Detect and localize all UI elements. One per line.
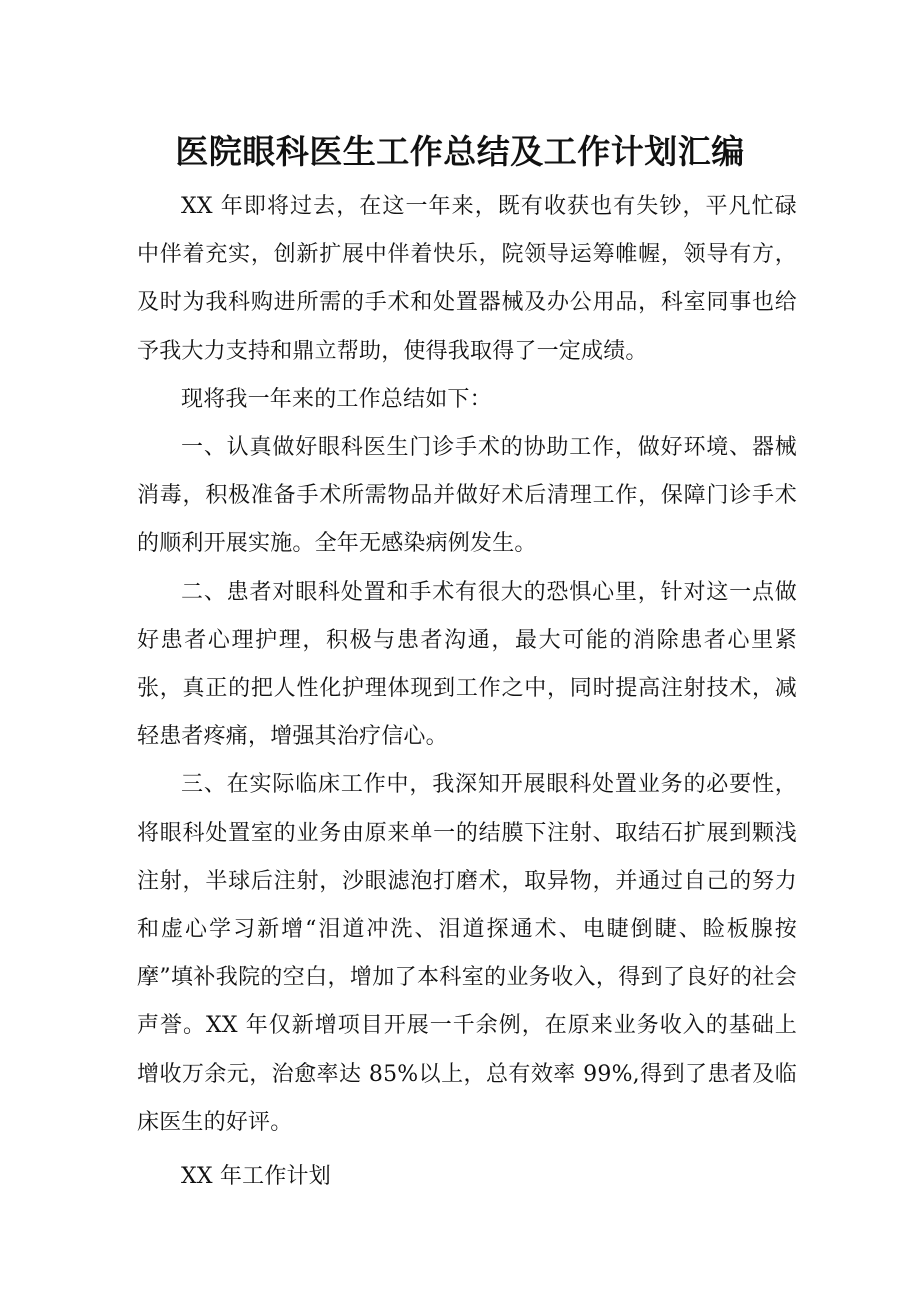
paragraph-summary-lead: 现将我一年来的工作总结如下：: [181, 386, 492, 412]
paragraph-intro: XX 年即将过去，在这一年来，既有收获也有失钞，平凡忙碌中伴着充实，创新扩展中伴着快乐，院领导运筹帷幄，领导有方，及时为我科购进所需的手术和处置器械及办公用品，科室同事也给予我大力支持和鼎立帮助，使得我取得了一定成绩。: [137, 194, 797, 364]
paragraph-plan-heading: XX 年工作计划: [181, 1164, 331, 1190]
paragraph-item-1: 一、认真做好眼科医生门诊手术的协助工作，做好环境、器械消毒，积极准备手术所需物品并做好术后清理工作，保障门诊手术的顺利开展实施。全年无感染病例发生。: [137, 435, 797, 557]
document-body: [137, 183, 797, 1201]
paragraph-item-3: 三、在实际临床工作中，我深知开展眼科处置业务的必要性，将眼科处置室的业务由原来单一的结膜下注射、取结石扩展到颗浅注射，半球后注射，沙眼滤泡打磨术，取异物，并通过自己的努力和虚心学习新增“泪道冲洗、泪道探通术、电睫倒睫、睑板腺按摩”填补我院的空白，增加了本科室的业务收入，得到了良好的社会声誉。XX 年仅新增项目开展一千余例，在原来业务收入的基础上增收万余元，治愈率达 85%以上，总有效率 99%,得到了患者及临床医生的好评。: [137, 772, 797, 1135]
document-title: 医院眼科医生工作总结及工作计划汇编: [175, 132, 745, 171]
paragraph-item-2: 二、患者对眼科处置和手术有很大的恐惧心里，针对这一点做好患者心理护理，积极与患者沟通，最大可能的消除患者心里紧张，真正的把人性化护理体现到工作之中，同时提高注射技术，减轻患者疼痛，增强其治疗信心。: [137, 579, 797, 750]
